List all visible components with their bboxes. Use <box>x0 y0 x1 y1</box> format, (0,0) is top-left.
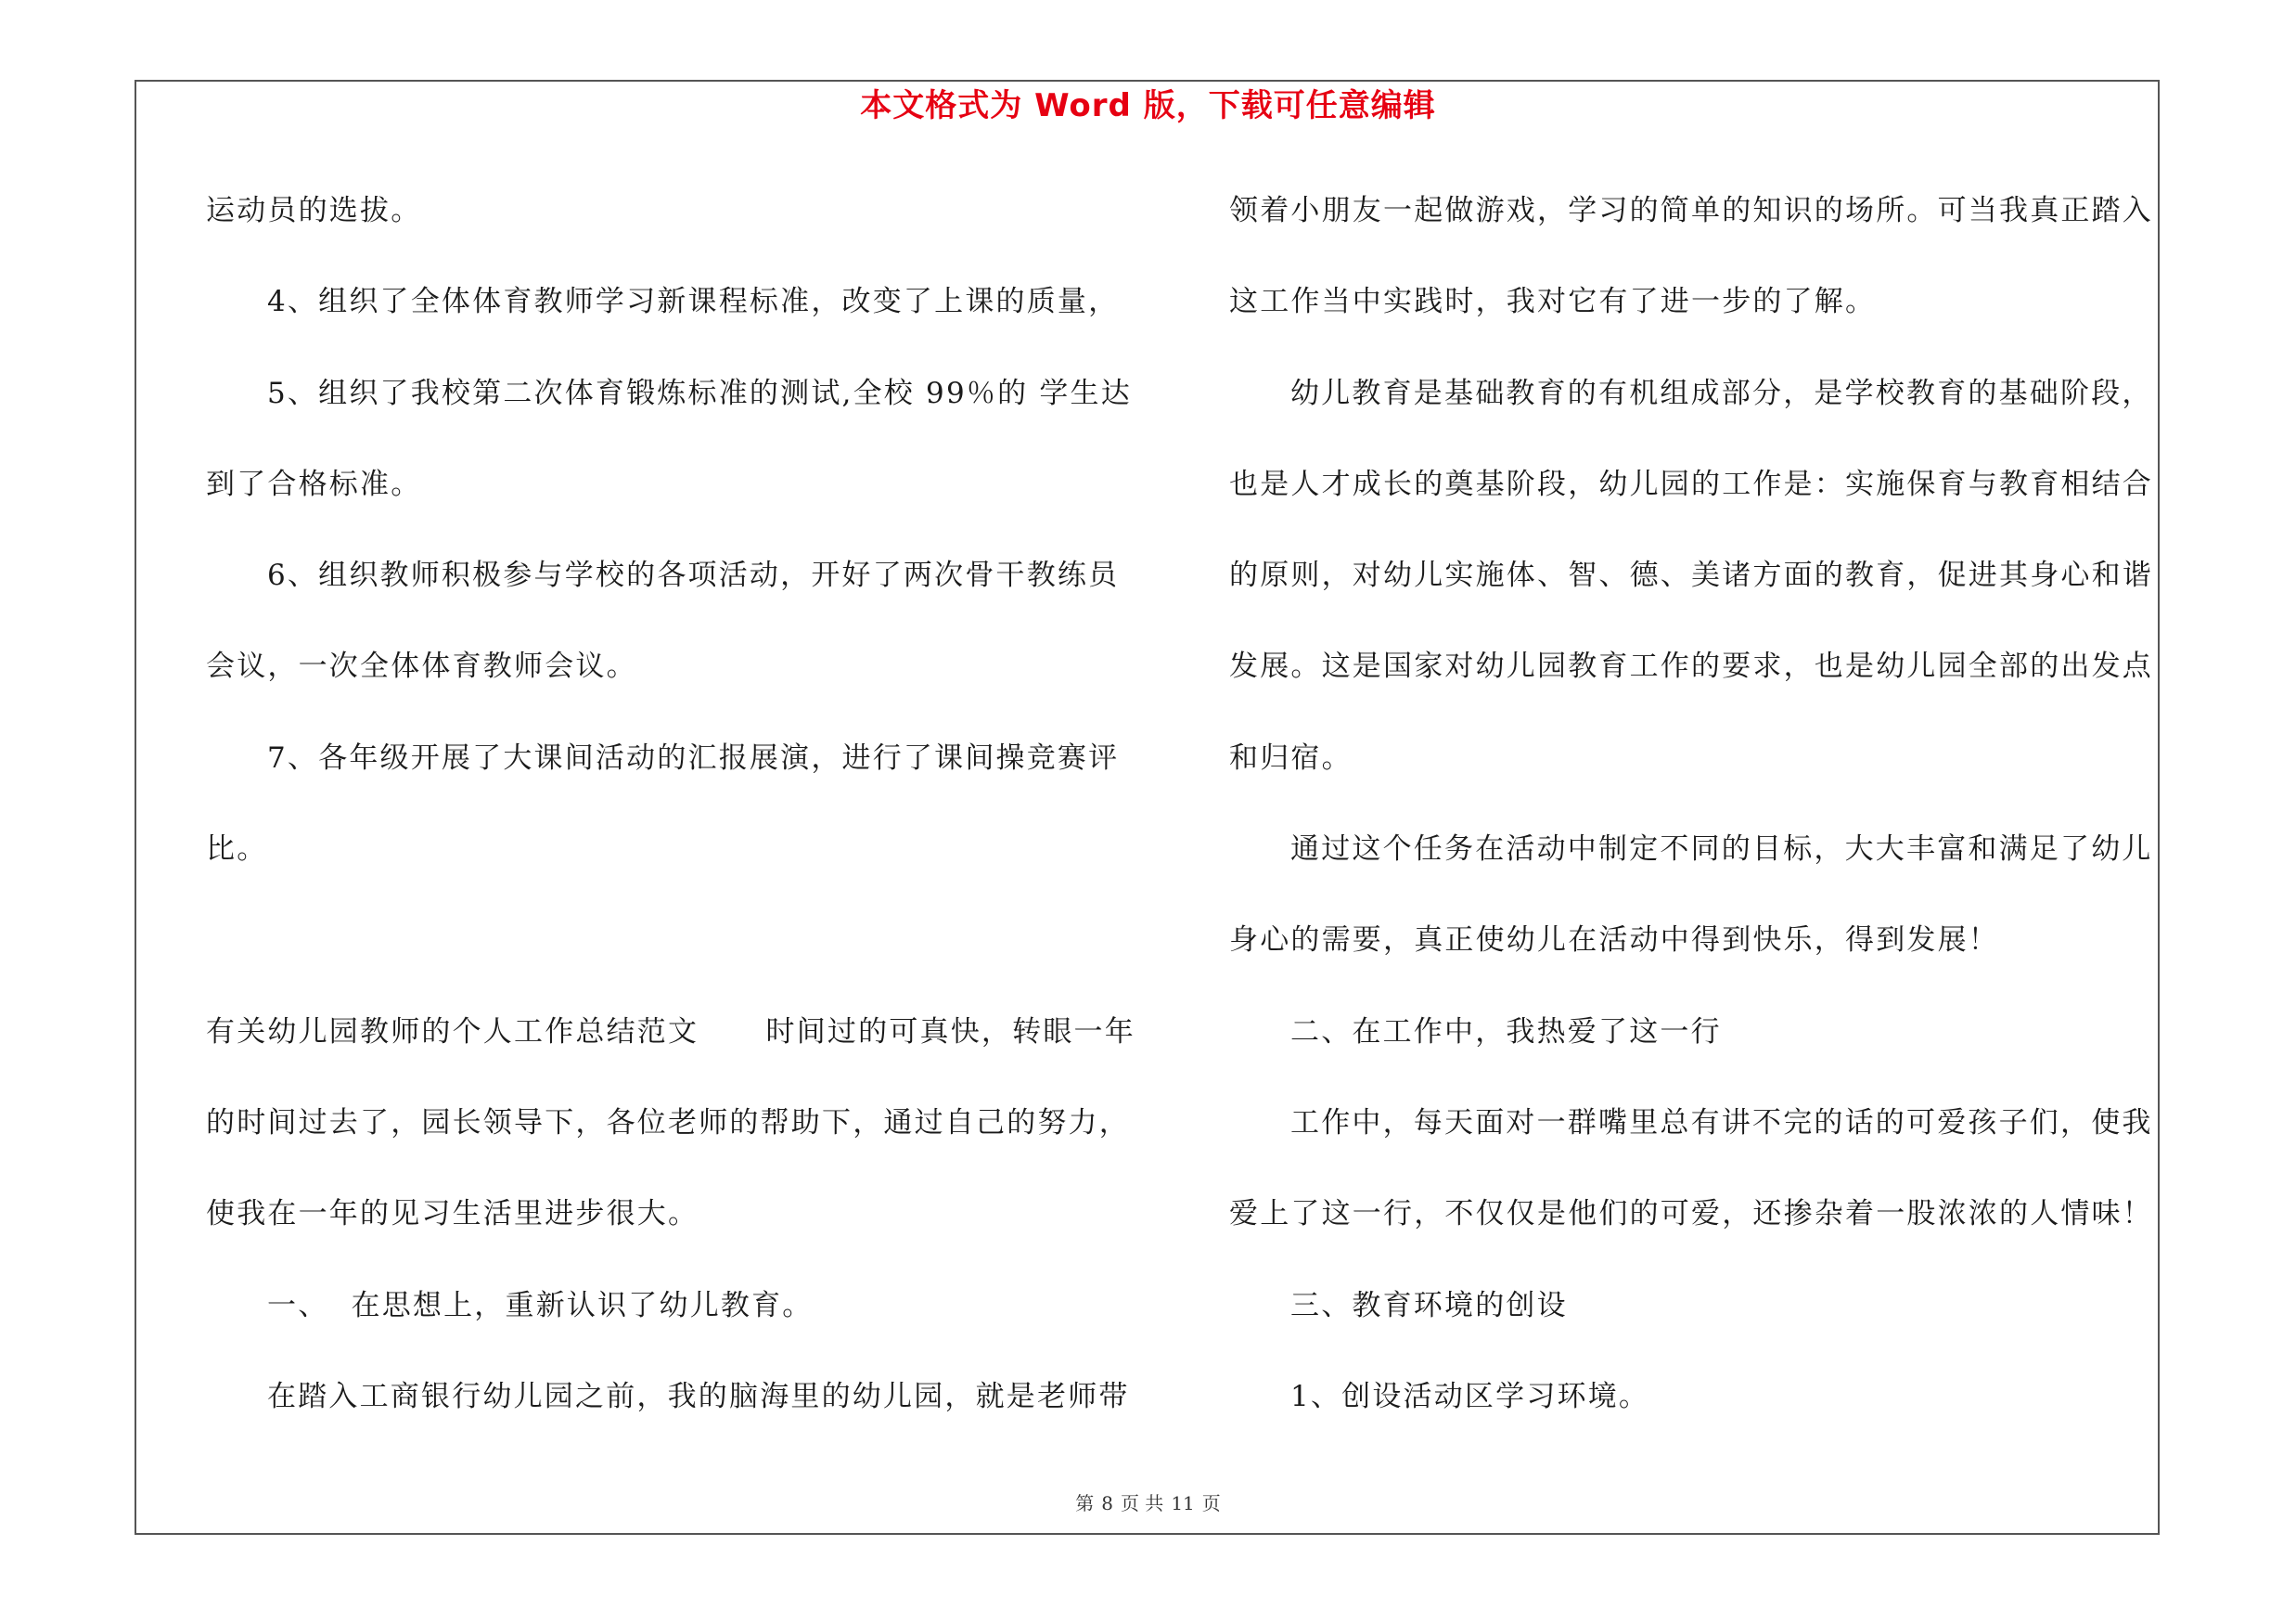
paragraph-line: 通过这个任务在活动中制定不同的目标，大大丰富和满足了幼儿 <box>1290 832 2153 867</box>
paragraph-line: 幼儿教育是基础教育的有机组成部分，是学校教育的基础阶段， <box>1290 376 2153 410</box>
paragraph-line: 会议，一次全体体育教师会议。 <box>206 650 637 684</box>
paragraph-line: 的时间过去了，园长领导下，各位老师的帮助下，通过自己的努力， <box>206 1105 1130 1140</box>
paragraph-line: 1、创设活动区学习环境。 <box>1290 1379 1650 1413</box>
footer-suffix: 页 <box>1201 1492 1221 1514</box>
paragraph-line: 也是人才成长的奠基阶段，幼儿园的工作是：实施保育与教育相结合 <box>1229 467 2153 501</box>
paragraph-line: 的原则，对幼儿实施体、智、德、美诸方面的教育，促进其身心和谐 <box>1229 559 2153 593</box>
section-heading: 二、在工作中，我热爱了这一行 <box>1290 1014 1722 1049</box>
paragraph-line: 身心的需要，真正使幼儿在活动中得到快乐，得到发展！ <box>1229 923 1999 958</box>
section-heading: 一、 在思想上，重新认识了幼儿教育。 <box>267 1288 814 1322</box>
paragraph-line: 6、组织教师积极参与学校的各项活动，开好了两次骨干教练员 <box>267 559 1120 593</box>
paragraph-line: 这工作当中实践时，我对它有了进一步的了解。 <box>1229 285 1877 319</box>
paragraph-line: 4、组织了全体体育教师学习新课程标准，改变了上课的质量， <box>267 285 1120 319</box>
paragraph-line: 发展。这是国家对幼儿园教育工作的要求，也是幼儿园全部的出发点 <box>1229 650 2153 684</box>
paragraph-line: 7、各年级开展了大课间活动的汇报展演，进行了课间操竞赛评 <box>267 741 1120 775</box>
total-page-count: 11 <box>1171 1492 1195 1514</box>
section-heading: 三、教育环境的创设 <box>1290 1288 1568 1322</box>
paragraph-line: 工作中，每天面对一群嘴里总有讲不完的话的可爱孩子们，使我 <box>1290 1105 2153 1140</box>
paragraph-line: 比。 <box>206 832 268 867</box>
right-column <box>1229 182 2166 1459</box>
left-column <box>206 182 1152 1459</box>
paragraph-line: 爱上了这一行，不仅仅是他们的可爱，还掺杂着一股浓浓的人情味！ <box>1229 1197 2153 1231</box>
paragraph-line: 使我在一年的见习生活里进步很大。 <box>206 1197 699 1231</box>
paragraph-line: 和归宿。 <box>1229 741 1353 775</box>
blank-line <box>206 911 1152 1002</box>
paragraph-line: 在踏入工商银行幼儿园之前，我的脑海里的幼儿园，就是老师带 <box>267 1379 1130 1413</box>
paragraph-line: 领着小朋友一起做游戏，学习的简单的知识的场所。可当我真正踏入 <box>1229 194 2153 227</box>
header-banner: 本文格式为 Word 版，下载可任意编辑 <box>860 87 1436 124</box>
paragraph-line: 运动员的选拔。 <box>206 194 422 227</box>
footer-middle: 页 共 <box>1120 1492 1164 1514</box>
paragraph-line: 5、组织了我校第二次体育锻炼标准的测试,全校 99％的 学生达 <box>267 376 1132 410</box>
article-title-line: 有关幼儿园教师的个人工作总结范文 时间过的可真快，转眼一年 <box>206 1014 1135 1049</box>
current-page-number: 8 <box>1101 1492 1113 1514</box>
footer-prefix: 第 <box>1075 1492 1095 1514</box>
page-number-footer <box>0 1491 2296 1515</box>
paragraph-line: 到了合格标准。 <box>206 467 422 501</box>
